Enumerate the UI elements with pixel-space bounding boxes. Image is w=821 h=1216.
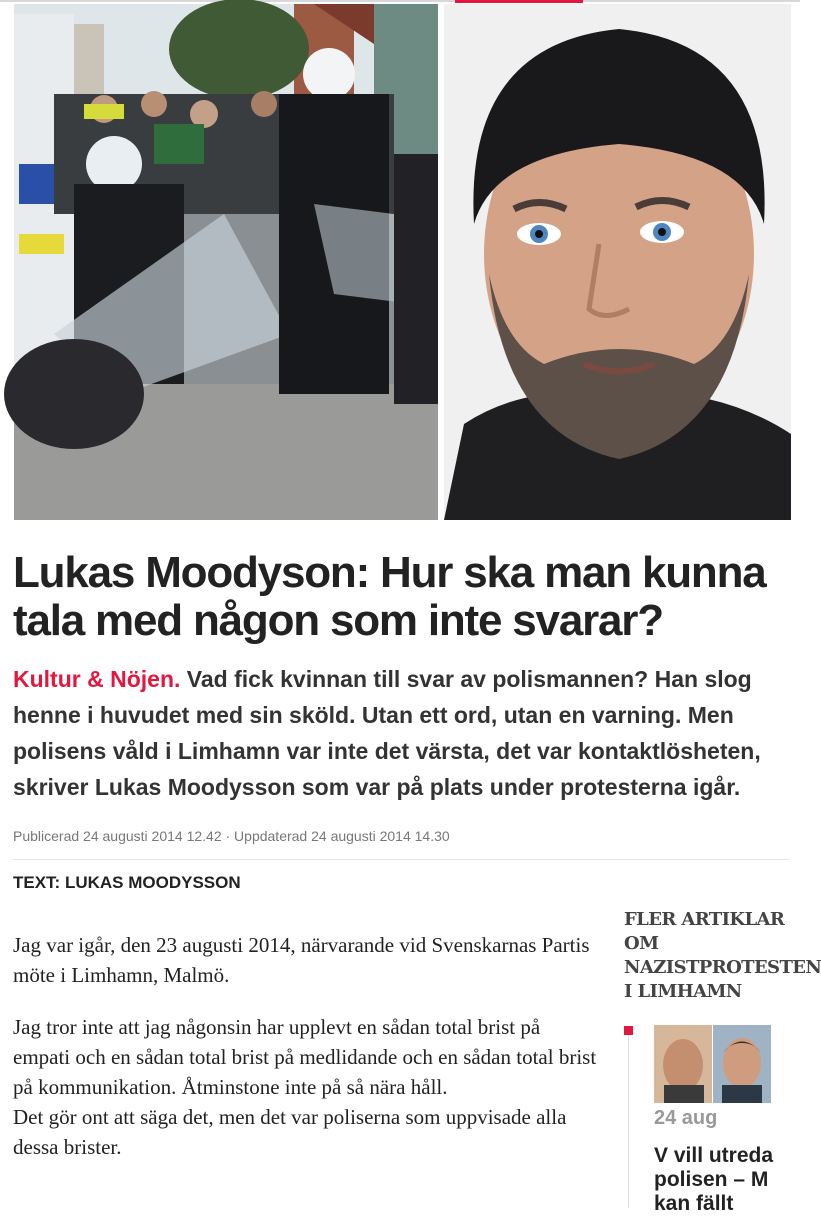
article-body	[13, 930, 598, 1162]
related-articles	[624, 908, 821, 1215]
hero-image[interactable]	[14, 4, 791, 520]
lead-text: Vad fick kvinnan till svar av polismannen? Han slog henne i huvudet med sin sköld. Utan ett ord, utan en varning. Men polisens våld i Limhamn var inte det värsta, det var kontaktlösheten, skriver Lukas Moodysson som var på plats under protesterna igår.	[13, 666, 761, 800]
body-paragraph: Det gör ont att säga det, men det var poliserna som uppvisade alla dessa brister.	[13, 1105, 567, 1159]
section-label[interactable]: Kultur & Nöjen.	[13, 666, 181, 692]
body-paragraph: Jag var igår, den 23 augusti 2014, närvarande vid Svenskarnas Partis möte i Limhamn, Malmö.	[13, 933, 590, 987]
police-protest-photo	[14, 4, 438, 520]
byline: TEXT: LUKAS MOODYSSON	[13, 873, 241, 892]
top-border	[0, 0, 800, 2]
timeline-bullet	[624, 1026, 633, 1035]
body-paragraph: Jag tror inte att jag någonsin har upplevt en sådan total brist på empati och en sådan total brist på medlidande och en sådan total brist på kommunikation. Åtminstone inte på så nära håll.	[13, 1015, 597, 1099]
active-nav-indicator	[455, 0, 583, 3]
timeline-line	[628, 1028, 629, 1208]
related-title-link[interactable]: V vill utreda polisen – M kan fällt	[654, 1144, 774, 1215]
related-heading: FLER ARTIKLAR OM NAZISTPROTESTEN I LIMHAMN	[624, 909, 821, 1002]
article-headline: Lukas Moodyson: Hur ska man kunna tala med någon som inte svarar?	[13, 548, 766, 645]
divider	[13, 859, 789, 860]
publish-dateline: Publicerad 24 augusti 2014 12.42 · Uppdaterad 24 augusti 2014 14.30	[13, 828, 450, 844]
related-date: 24 aug	[654, 1107, 718, 1129]
author-portrait-photo	[444, 4, 791, 520]
related-thumbnail[interactable]	[654, 1025, 771, 1103]
article-lead	[13, 661, 798, 805]
